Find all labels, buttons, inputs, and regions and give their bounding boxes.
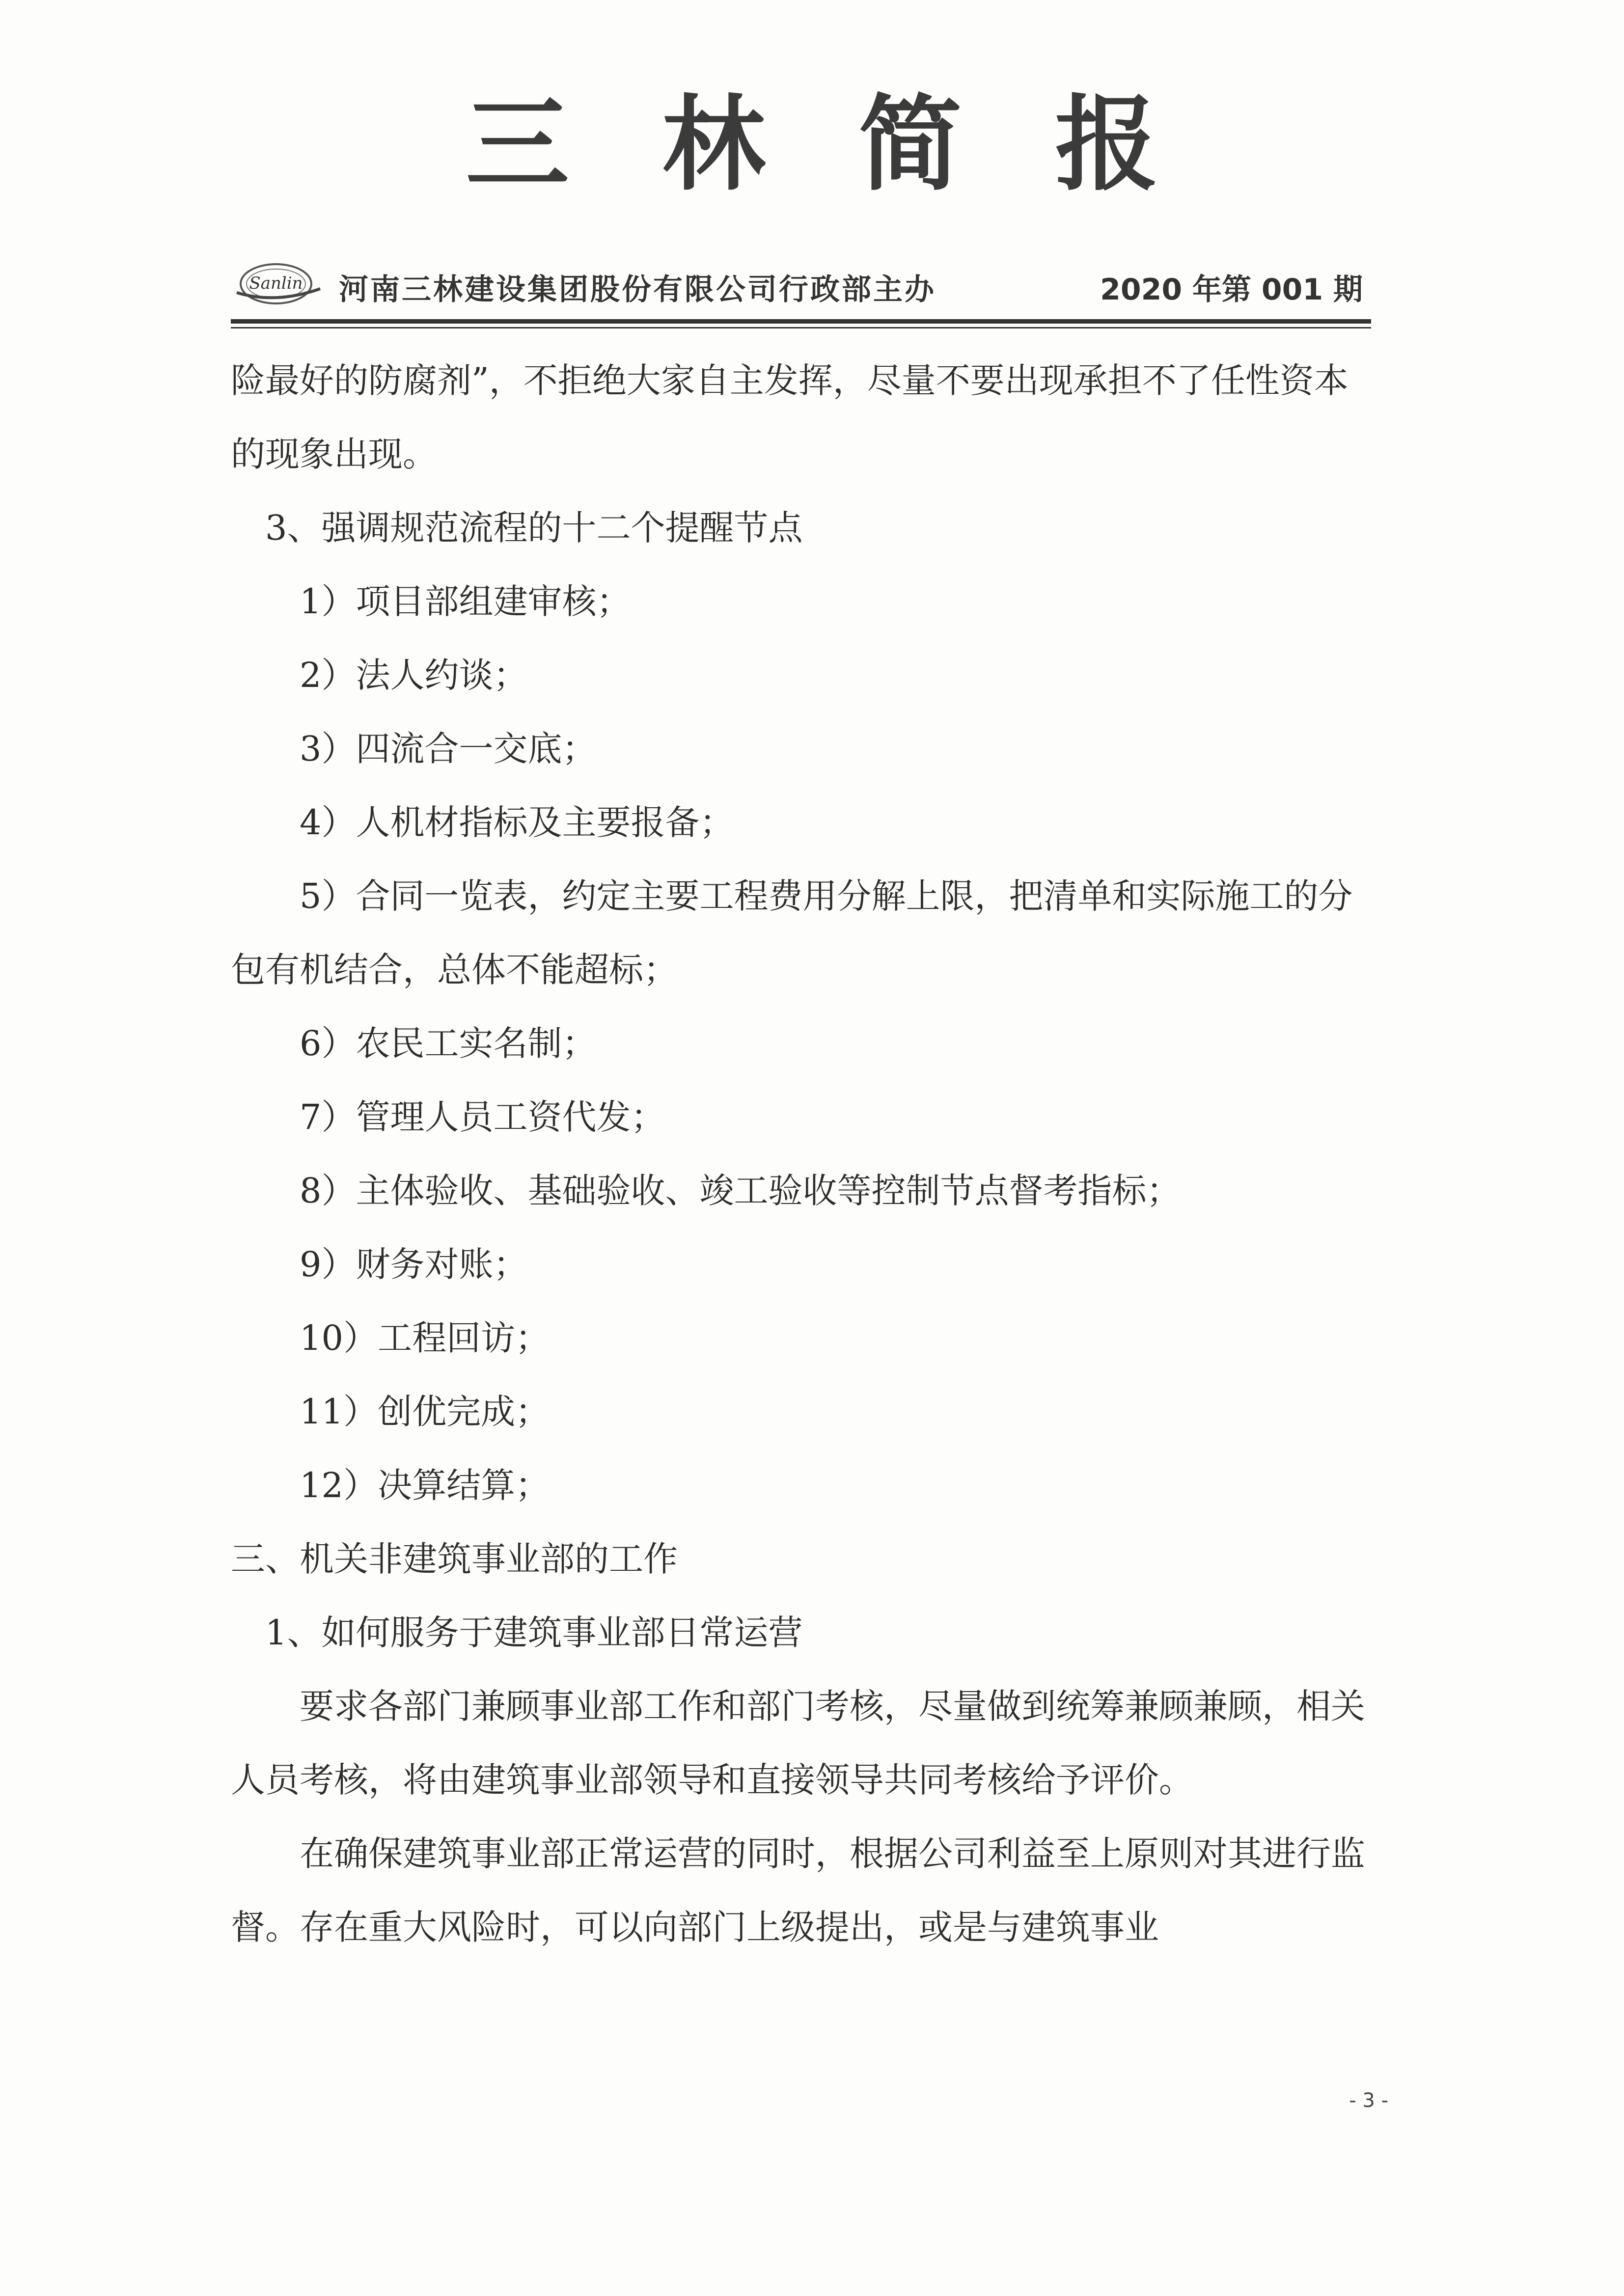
list-item: 6）农民工实名制；: [300, 1023, 597, 1064]
publisher-line: 河南三林建设集团股份有限公司行政部主办: [339, 273, 936, 307]
list-item: 1）项目部组建审核；: [300, 581, 631, 622]
company-logo: [227, 259, 325, 308]
list-item: 11）创优完成；: [300, 1392, 550, 1432]
list-item: 2）法人约谈；: [300, 655, 528, 695]
list-item: 9）财务对账；: [300, 1244, 528, 1285]
subheading-reminder-nodes: 3、强调规范流程的十二个提醒节点: [265, 508, 803, 548]
list-item: 10）工程回访；: [300, 1318, 550, 1358]
list-item: 7）管理人员工资代发；: [300, 1097, 665, 1137]
list-item: 8）主体验收、基础验收、竣工验收等控制节点督考指标；: [300, 1171, 1181, 1211]
list-item: 4）人机材指标及主要报备；: [300, 802, 734, 843]
list-item: 3）四流合一交底；: [300, 729, 597, 769]
masthead-title: 三林简报: [466, 84, 1252, 205]
paragraph: 在确保建筑事业部正常运营的同时，根据公司利益至上原则对其进行监督。存在重大风险时，可以向部门上级提出，或是与建筑事业: [231, 1833, 1365, 1947]
issue-number: 2020 年第 001 期: [1100, 273, 1363, 307]
paragraph-continued: 险最好的防腐剂”，不拒绝大家自主发挥，尽量不要出现承担不了任性资本的现象出现。: [231, 360, 1349, 474]
header-rule-thin: [231, 327, 1371, 328]
list-item: 12）决算结算；: [300, 1465, 550, 1505]
logo-text: Sanlin: [249, 273, 303, 293]
list-item: 5）合同一览表，约定主要工程费用分解上限，把清单和实际施工的分包有机结合，总体不能超标；: [231, 876, 1353, 990]
page-number: - 3 -: [1349, 2089, 1388, 2112]
article-body: [231, 344, 1375, 1964]
subheading-service: 1、如何服务于建筑事业部日常运营: [265, 1613, 803, 1653]
header-rule-thick: [231, 319, 1371, 324]
section-heading: 三、机关非建筑事业部的工作: [231, 1539, 678, 1579]
paragraph: 要求各部门兼顾事业部工作和部门考核，尽量做到统筹兼顾兼顾，相关人员考核，将由建筑事业部领导和直接领导共同考核给予评价。: [231, 1686, 1365, 1800]
